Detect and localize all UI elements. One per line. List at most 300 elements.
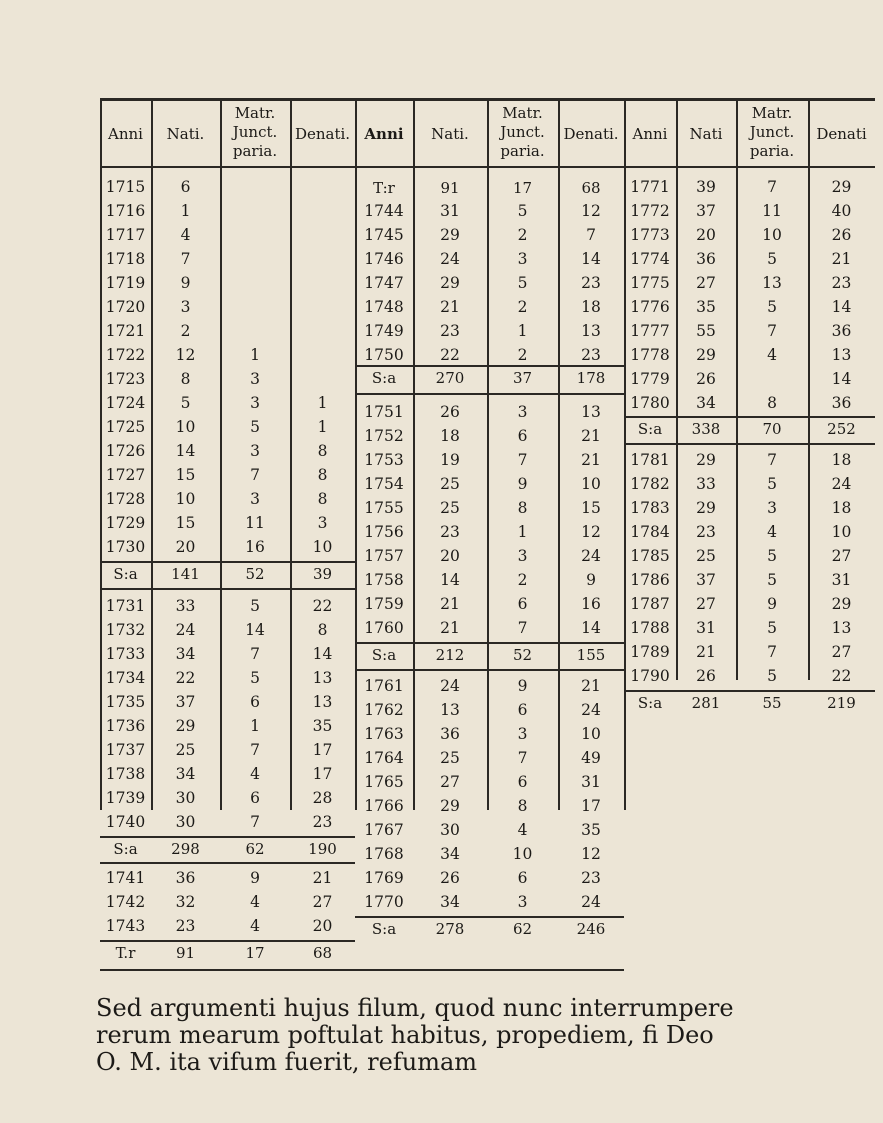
total-rule: [100, 940, 355, 942]
table-cell: [290, 319, 355, 343]
header-nati-b: Nati.: [431, 125, 469, 143]
table-cell: 1752: [364, 427, 404, 445]
table-cell: 25: [175, 741, 196, 759]
table-cell: 1725: [105, 418, 146, 436]
table-cell: [220, 175, 290, 199]
denati-column: [558, 674, 624, 914]
sum-label: S:a: [371, 646, 397, 664]
table-cell: [290, 295, 355, 319]
table-cell: 21: [581, 427, 601, 445]
table-cell: 1782: [630, 475, 670, 493]
table-cell: 1731: [105, 597, 146, 615]
table-cell: 25: [440, 749, 460, 767]
table-cell: 2: [517, 346, 528, 364]
table-cell: 10: [175, 418, 196, 436]
sum-rule: [100, 588, 355, 590]
table-cell: 14: [440, 571, 460, 589]
table-cell: [736, 367, 808, 391]
table-cell: 1720: [105, 298, 146, 316]
matr-column: [220, 866, 290, 938]
table-cell: 5: [767, 619, 777, 637]
sum-nati: 338: [691, 420, 721, 438]
table-cell: 1774: [630, 250, 670, 268]
table-cell: 7: [517, 619, 528, 637]
table-cell: 1: [317, 418, 328, 436]
table-cell: 17: [312, 741, 333, 759]
nati-column: [676, 175, 736, 415]
denati-column: [558, 400, 624, 640]
table-cell: 1753: [364, 451, 404, 469]
table-cell: 1754: [364, 475, 404, 493]
sum-matr: 62: [512, 920, 533, 938]
table-cell: 8: [517, 797, 528, 815]
table-cell: 10: [175, 490, 196, 508]
table-cell: 1748: [364, 298, 404, 316]
table-cell: 18: [440, 427, 460, 445]
table-cell: 1760: [364, 619, 404, 637]
table-cell: 22: [831, 667, 852, 685]
table-cell: 1744: [364, 202, 404, 220]
table-cell: 35: [696, 298, 716, 316]
header-denati-c: Denati: [816, 125, 867, 143]
table-cell: [290, 175, 355, 199]
table-cell: [290, 367, 355, 391]
table-cell: 37: [696, 202, 716, 220]
table-cell: 1726: [105, 442, 146, 460]
table-cell: [290, 247, 355, 271]
table-cell: 6: [517, 595, 528, 613]
table-cell: 10: [512, 845, 533, 863]
sum-nati: 298: [171, 840, 200, 858]
table-cell: 7: [517, 749, 528, 767]
table-cell: 24: [581, 547, 601, 565]
table-cell: 5: [517, 274, 528, 292]
table-cell: 1779: [630, 370, 670, 388]
sum-matr: 52: [512, 646, 533, 664]
table-cell: 1756: [364, 523, 404, 541]
table-cell: 12: [581, 523, 601, 541]
table-cell: 1750: [364, 346, 404, 364]
sum-nati: 141: [171, 565, 200, 583]
table-cell: 37: [696, 571, 716, 589]
table-cell: 1737: [105, 741, 146, 759]
table-cell: [220, 223, 290, 247]
table-cell: 9: [767, 595, 777, 613]
table-cell: 1765: [364, 773, 404, 791]
sum-label: S:a: [113, 565, 138, 583]
table-cell: 18: [581, 298, 601, 316]
anni-column: [624, 175, 676, 415]
sum-nati: 278: [435, 920, 465, 938]
carry-denati: 68: [581, 179, 601, 197]
table-cell: 20: [696, 226, 716, 244]
table-cell: 12: [175, 346, 196, 364]
table-cell: 34: [440, 893, 460, 911]
table-cell: 3: [317, 514, 328, 532]
table-bottom-rule: [100, 969, 624, 971]
table-cell: 23: [581, 869, 601, 887]
table-cell: 3: [250, 370, 260, 388]
table-cell: 15: [175, 514, 196, 532]
table-cell: 49: [581, 749, 601, 767]
table-cell: 25: [440, 499, 460, 517]
table-cell: 3: [250, 490, 260, 508]
table-cell: 9: [180, 274, 191, 292]
table-cell: 4: [250, 765, 260, 783]
table-cell: 1730: [105, 538, 146, 556]
table-cell: 1770: [364, 893, 404, 911]
total-nati: 91: [175, 944, 196, 962]
table-cell: 29: [831, 595, 852, 613]
matr-column: [220, 175, 290, 559]
table-cell: 13: [831, 346, 852, 364]
table-cell: 7: [767, 178, 777, 196]
table-cell: 1718: [105, 250, 146, 268]
table-cell: 23: [831, 274, 852, 292]
table-cell: 5: [250, 418, 260, 436]
table-cell: 31: [831, 571, 852, 589]
table-cell: 36: [696, 250, 716, 268]
table-cell: 13: [831, 619, 852, 637]
table-cell: 10: [312, 538, 333, 556]
table-cell: 1749: [364, 322, 404, 340]
table-cell: 1788: [630, 619, 670, 637]
table-cell: 24: [581, 701, 601, 719]
table-cell: 1732: [105, 621, 146, 639]
table-cell: 14: [175, 442, 196, 460]
table-cell: 9: [586, 571, 596, 589]
table-cell: 2: [517, 226, 528, 244]
table-cell: 29: [175, 717, 196, 735]
table-cell: 36: [175, 869, 196, 887]
table-cell: 21: [581, 677, 601, 695]
table-cell: 3: [250, 394, 260, 412]
table-cell: 1743: [105, 917, 146, 935]
sum-rule: [100, 862, 355, 864]
table-cell: 6: [517, 427, 528, 445]
table-cell: 26: [831, 226, 852, 244]
table-cell: 1768: [364, 845, 404, 863]
table-cell: 5: [767, 250, 777, 268]
table-cell: 30: [175, 813, 196, 831]
table-cell: 27: [831, 643, 852, 661]
table-cell: 24: [440, 677, 460, 695]
table-cell: 4: [250, 893, 260, 911]
table-cell: 17: [581, 797, 601, 815]
table-cell: 5: [767, 667, 777, 685]
closing-paragraph: [96, 995, 866, 1076]
table-cell: 37: [175, 693, 196, 711]
table-cell: 6: [250, 693, 260, 711]
table-cell: 11: [762, 202, 782, 220]
table-cell: 14: [831, 370, 852, 388]
header-matr-b: Matr. Junct. paria.: [500, 104, 545, 160]
table-cell: 1769: [364, 869, 404, 887]
sum-label: S:a: [371, 369, 397, 387]
denati-column: [558, 199, 624, 367]
table-cell: 12: [581, 845, 601, 863]
table-cell: 12: [581, 202, 601, 220]
table-cell: 26: [696, 667, 716, 685]
table-cell: 24: [175, 621, 196, 639]
header-anni: Anni: [108, 125, 143, 143]
table-cell: 26: [440, 403, 460, 421]
table-cell: 1747: [364, 274, 404, 292]
table-cell: 23: [440, 322, 460, 340]
table-cell: 1717: [105, 226, 146, 244]
table-cell: 31: [440, 202, 460, 220]
table-cell: 7: [767, 322, 777, 340]
table-cell: 16: [581, 595, 601, 613]
matr-column: [736, 175, 808, 415]
table-cell: 16: [245, 538, 265, 556]
matr-column: [487, 400, 558, 640]
nati-column: [151, 866, 220, 938]
sum-rule: [355, 365, 624, 367]
table-cell: 6: [517, 701, 528, 719]
sum-matr: 62: [245, 840, 265, 858]
table-cell: 18: [831, 451, 852, 469]
header-anni-b: Anni: [364, 125, 404, 143]
table-cell: 32: [175, 893, 196, 911]
table-cell: 6: [517, 773, 528, 791]
sum-denati: 39: [312, 565, 333, 583]
table-cell: 1736: [105, 717, 146, 735]
table-cell: 26: [440, 869, 460, 887]
table-cell: 2: [517, 298, 528, 316]
table-cell: 10: [762, 226, 782, 244]
table-cell: 14: [245, 621, 265, 639]
table-cell: 21: [440, 619, 460, 637]
sum-matr: 55: [762, 694, 782, 712]
table-cell: 1763: [364, 725, 404, 743]
sum-rule: [355, 669, 624, 671]
header-nati: Nati.: [166, 125, 205, 143]
table-cell: 3: [517, 893, 528, 911]
table-cell: [290, 223, 355, 247]
table-cell: 35: [312, 717, 333, 735]
table-cell: 3: [180, 298, 191, 316]
table-cell: 4: [250, 917, 260, 935]
table-cell: 34: [175, 645, 196, 663]
table-cell: 13: [581, 322, 601, 340]
denati-column: [290, 866, 355, 938]
sum-matr: 70: [762, 420, 782, 438]
table-cell: 2: [180, 322, 191, 340]
prose-line: Sed argumenti hujus filum, quod nunc interrumpere: [96, 994, 734, 1022]
denati-column: [808, 175, 875, 415]
sum-denati: 246: [576, 920, 606, 938]
table-cell: 1716: [105, 202, 146, 220]
table-cell: 4: [180, 226, 191, 244]
table-cell: 7: [767, 643, 777, 661]
nati-column: [151, 594, 220, 834]
table-cell: 5: [767, 547, 777, 565]
table-cell: 10: [581, 475, 601, 493]
sum-rule: [355, 393, 624, 395]
table-cell: 5: [180, 394, 191, 412]
table-cell: 21: [581, 451, 601, 469]
table-cell: 1742: [105, 893, 146, 911]
table-cell: 2: [517, 571, 528, 589]
table-cell: 15: [581, 499, 601, 517]
header-matr: Matr. Junct. paria.: [232, 104, 278, 160]
table-cell: 6: [517, 869, 528, 887]
table-cell: 4: [767, 346, 777, 364]
table-cell: 1735: [105, 693, 146, 711]
table-cell: 1755: [364, 499, 404, 517]
table-cell: 1719: [105, 274, 146, 292]
table-cell: 21: [440, 298, 460, 316]
table-cell: 21: [696, 643, 716, 661]
table-cell: 29: [696, 451, 716, 469]
table-cell: 21: [440, 595, 460, 613]
table-cell: 5: [517, 202, 528, 220]
table-cell: 1781: [630, 451, 670, 469]
table-cell: 36: [440, 725, 460, 743]
carry-label: T:r: [373, 179, 395, 197]
table-cell: 7: [250, 645, 260, 663]
prose-line: O. M. ita vifum fuerit, refumam: [96, 1048, 478, 1076]
table-cell: 7: [180, 250, 191, 268]
table-cell: 23: [581, 346, 601, 364]
table-cell: 5: [767, 475, 777, 493]
table-cell: 14: [581, 250, 601, 268]
table-cell: 1776: [630, 298, 670, 316]
table-cell: 1759: [364, 595, 404, 613]
table-cell: 23: [440, 523, 460, 541]
table-cell: 1722: [105, 346, 146, 364]
nati-column: [413, 400, 487, 640]
table-cell: 1771: [630, 178, 670, 196]
table-cell: 1787: [630, 595, 670, 613]
table-cell: 1733: [105, 645, 146, 663]
anni-column: [624, 448, 676, 688]
table-cell: 1762: [364, 701, 404, 719]
carry-matr: 17: [512, 179, 533, 197]
sum-nati: 270: [435, 369, 465, 387]
table-cell: 9: [517, 475, 528, 493]
table-cell: 5: [767, 571, 777, 589]
table-cell: 1728: [105, 490, 146, 508]
sum-matr: 37: [512, 369, 533, 387]
table-cell: 35: [581, 821, 601, 839]
nati-column: [151, 175, 220, 559]
matr-column: [487, 674, 558, 914]
table-cell: 29: [831, 178, 852, 196]
sum-rule: [355, 916, 624, 918]
table-cell: 20: [175, 538, 196, 556]
table-cell: 27: [831, 547, 852, 565]
table-cell: 29: [440, 797, 460, 815]
table-cell: 27: [312, 893, 333, 911]
table-cell: 1777: [630, 322, 670, 340]
table-cell: 40: [831, 202, 852, 220]
table-cell: 23: [175, 917, 196, 935]
table-cell: 1: [250, 346, 260, 364]
table-cell: 1772: [630, 202, 670, 220]
matr-column: [220, 594, 290, 834]
table-cell: 26: [696, 370, 716, 388]
table-cell: 29: [440, 226, 460, 244]
table-cell: 1746: [364, 250, 404, 268]
table-cell: 8: [767, 394, 777, 412]
table-cell: 29: [440, 274, 460, 292]
table-cell: [220, 319, 290, 343]
header-denati-b: Denati.: [563, 125, 619, 143]
table-cell: 1734: [105, 669, 146, 687]
table-cell: 3: [767, 499, 777, 517]
table-cell: 55: [696, 322, 716, 340]
sum-rule: [624, 416, 875, 418]
table-cell: 6: [250, 789, 260, 807]
table-cell: 1715: [105, 178, 146, 196]
sum-denati: 190: [308, 840, 337, 858]
table-cell: 1784: [630, 523, 670, 541]
header-nati-c: Nati: [689, 125, 723, 143]
table-cell: 23: [581, 274, 601, 292]
denati-column: [290, 594, 355, 834]
table-cell: 24: [581, 893, 601, 911]
sum-denati: 155: [576, 646, 606, 664]
table-cell: 1767: [364, 821, 404, 839]
sum-rule: [624, 690, 875, 692]
table-cell: 11: [245, 514, 265, 532]
table-cell: 1: [317, 394, 328, 412]
table-cell: 39: [696, 178, 716, 196]
table-cell: 3: [517, 547, 528, 565]
sum-matr: 52: [245, 565, 265, 583]
prose-line: rerum mearum poftulat habitus, propediem, fi Deo: [96, 1021, 714, 1049]
table-cell: 14: [831, 298, 852, 316]
table-cell: 1773: [630, 226, 670, 244]
table-cell: 3: [517, 725, 528, 743]
sum-label: S:a: [637, 694, 663, 712]
table-cell: 29: [696, 499, 716, 517]
table-cell: 18: [831, 499, 852, 517]
table-cell: 1727: [105, 466, 146, 484]
table-cell: 21: [312, 869, 333, 887]
table-cell: 1757: [364, 547, 404, 565]
anni-column: [100, 594, 151, 834]
table-cell: 13: [440, 701, 460, 719]
table-cell: 6: [180, 178, 191, 196]
table-cell: [220, 295, 290, 319]
table-cell: 20: [440, 547, 460, 565]
table-cell: 1783: [630, 499, 670, 517]
sum-label: S:a: [113, 840, 138, 858]
table-cell: [290, 343, 355, 367]
table-cell: 8: [317, 442, 328, 460]
table-cell: 8: [180, 370, 191, 388]
sum-rule: [355, 642, 624, 644]
table-cell: 13: [312, 693, 333, 711]
table-cell: 1729: [105, 514, 146, 532]
table-cell: 36: [831, 394, 852, 412]
table-cell: 15: [175, 466, 196, 484]
table-cell: 36: [831, 322, 852, 340]
sum-label: S:a: [371, 920, 397, 938]
table-cell: 21: [831, 250, 852, 268]
table-cell: 1: [180, 202, 191, 220]
header-anni-c: Anni: [632, 125, 668, 143]
table-cell: 34: [440, 845, 460, 863]
table-cell: 9: [250, 869, 260, 887]
anni-column: [355, 674, 413, 914]
carry-nati: 91: [440, 179, 460, 197]
table-cell: 1780: [630, 394, 670, 412]
table-cell: 29: [696, 346, 716, 364]
